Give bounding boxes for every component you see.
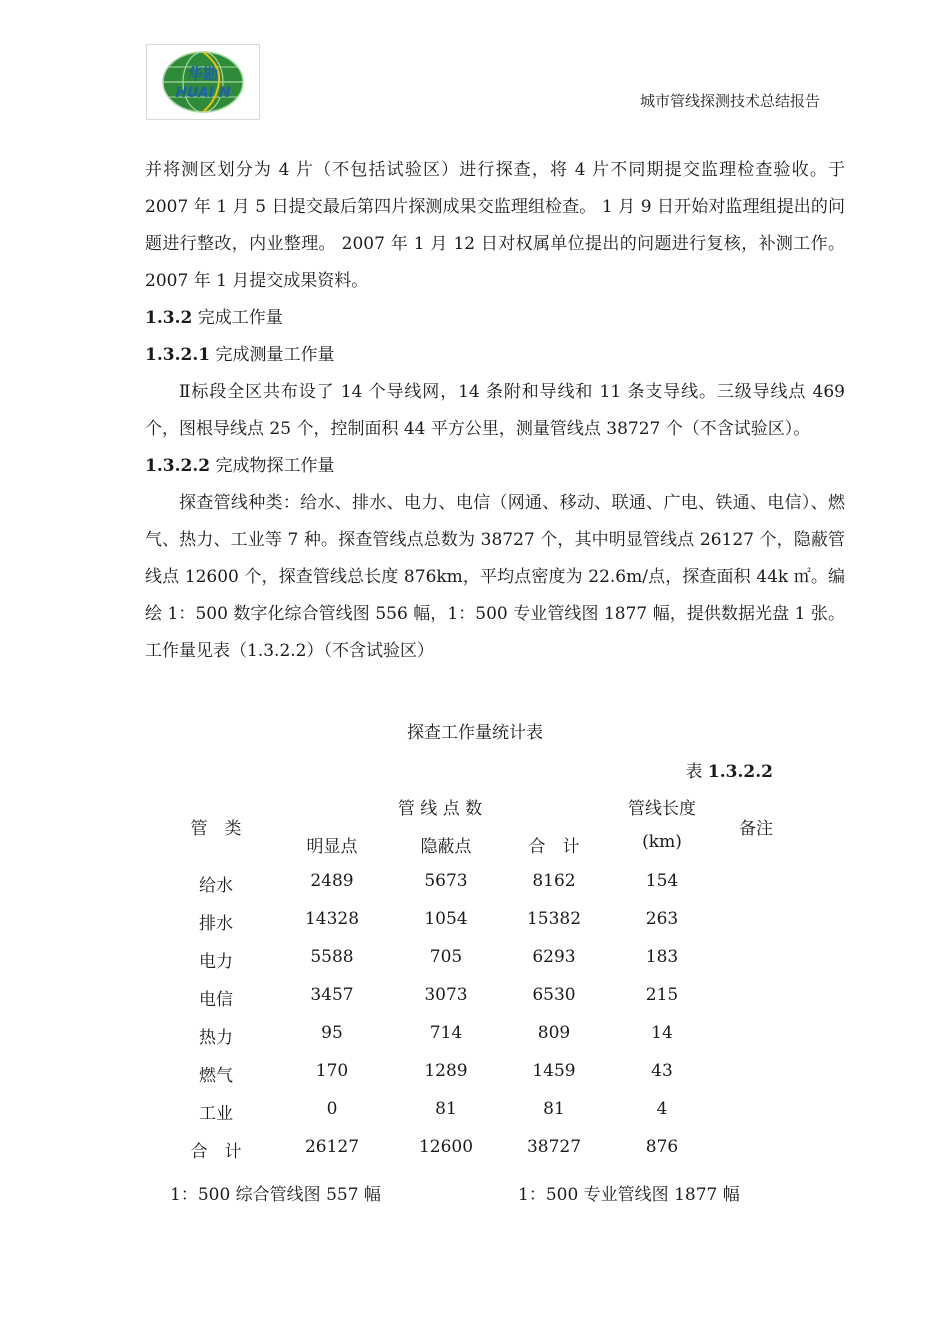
header-remark: 备注 [739,819,773,839]
table-cell-total: 809 [537,1023,571,1043]
logo-text-cn: 华勘 [187,65,219,83]
table-cell-type: 热力 [199,1028,233,1048]
report-title: 城市管线探测技术总结报告 [639,92,820,110]
table-cell-visible: 5588 [310,947,354,967]
table-cell-type: 工业 [199,1104,233,1124]
heading-geophysics-workload [145,448,845,485]
table-cell-length: 14 [651,1023,673,1043]
table-cell-type: 给水 [199,876,233,896]
table-cell-total: 6293 [532,947,576,967]
table-cell-hidden: 3073 [424,985,468,1005]
table-cell-visible: 95 [321,1023,343,1043]
header-total-points: 合 计 [528,837,580,857]
table-cell-length: 263 [645,909,679,929]
company-logo [146,44,260,120]
table-cell-type: 电信 [199,990,233,1010]
header-hidden-points: 隐蔽点 [420,837,472,857]
logo-text-en: HUAI N [175,85,231,101]
table-number-prefix: 表 [685,762,708,782]
table-cell-total: 8162 [532,871,576,891]
table-cell-length: 215 [645,985,679,1005]
heading-number: 1.3.2.2 [145,456,211,476]
table-cell-hidden: 5673 [424,871,468,891]
table-cell-hidden: 1289 [424,1061,468,1081]
table-cell-length: 154 [645,871,679,891]
table-cell-hidden: 705 [429,947,463,967]
table-cell-hidden: 12600 [418,1137,474,1157]
table-cell-type: 排水 [199,914,233,934]
table-cell-visible: 3457 [310,985,354,1005]
heading-survey-workload [145,337,845,374]
paragraph-geophysics: 探查管线种类：给水、排水、电力、电信（网通、移动、联通、广电、铁通、电信）、燃气、热力、工业等 7 种。探查管线点总数为 38727 个，其中明显管线点 26127 个，隐蔽管线点 12600 个，探查管线总长度 876km，平均点密度为 22.6m/点，探查面积 44k ㎡。编绘 1：500 数字化综合管线图 556 幅，1：500 专业管线图 1877 幅，提供数据光盘 1 张。工作量见表（1.3.2.2）（不含试验区） [145,493,845,661]
heading-text: 完成物探工作量 [210,456,335,476]
table-cell-length: 43 [651,1061,673,1081]
footnote-specialized-maps: 1：500 专业管线图 1877 幅 [518,1185,740,1205]
header-point-count: 管 线 点 数 [397,799,483,819]
document-body [145,152,845,670]
paragraph-schedule: 并将测区划分为 4 片（不包括试验区）进行探查，将 4 片不同期提交监理检查验收。于 2007 年 1 月 5 日提交最后第四片探测成果交监理组检查。 1 月 9 日开始对监理组提出的问题进行整改，内业整理。 2007 年 1 月 12 日对权属单位提出的问题进行复核，补测工作。2007 年 1 月提交成果资料。 [145,160,845,291]
paragraph-survey: Ⅱ标段全区共布设了 14 个导线网，14 条附和导线和 11 条支导线。三级导线点 469 个，图根导线点 25 个，控制面积 44 平方公里，测量管线点 38727 个（不含试验区）。 [145,382,845,439]
footnote-composite-maps: 1：500 综合管线图 557 幅 [170,1185,381,1205]
table-cell-total: 1459 [532,1061,576,1081]
table-cell-visible: 0 [326,1099,338,1119]
table-cell-visible: 170 [315,1061,349,1081]
globe-logo-icon [147,45,259,119]
table-cell-total: 6530 [532,985,576,1005]
table-cell-length: 183 [645,947,679,967]
table-cell-type: 合 计 [190,1142,242,1162]
table-cell-type: 电力 [199,952,233,972]
table-title: 探查工作量统计表 [407,723,543,743]
table-cell-hidden: 1054 [424,909,468,929]
header-visible-points: 明显点 [306,837,358,857]
header-pipe-type: 管 类 [190,819,242,839]
table-cell-length: 4 [656,1099,668,1119]
heading-text: 完成测量工作量 [210,345,335,365]
header-length-unit: (km) [642,832,682,852]
table-cell-visible: 14328 [304,909,360,929]
heading-text: 完成工作量 [192,308,283,328]
heading-workload [145,300,845,337]
table-cell-total: 38727 [526,1137,582,1157]
heading-number: 1.3.2.1 [145,345,211,365]
table-number [620,757,773,782]
table-cell-type: 燃气 [199,1066,233,1086]
table-cell-total: 15382 [526,909,582,929]
table-cell-length: 876 [645,1137,679,1157]
header-length: 管线长度 [628,799,696,819]
table-number-value: 1.3.2.2 [707,762,773,782]
table-cell-hidden: 81 [435,1099,457,1119]
table-cell-hidden: 714 [429,1023,463,1043]
table-cell-total: 81 [543,1099,565,1119]
table-cell-visible: 2489 [310,871,354,891]
heading-number: 1.3.2 [145,308,193,328]
table-cell-visible: 26127 [304,1137,360,1157]
